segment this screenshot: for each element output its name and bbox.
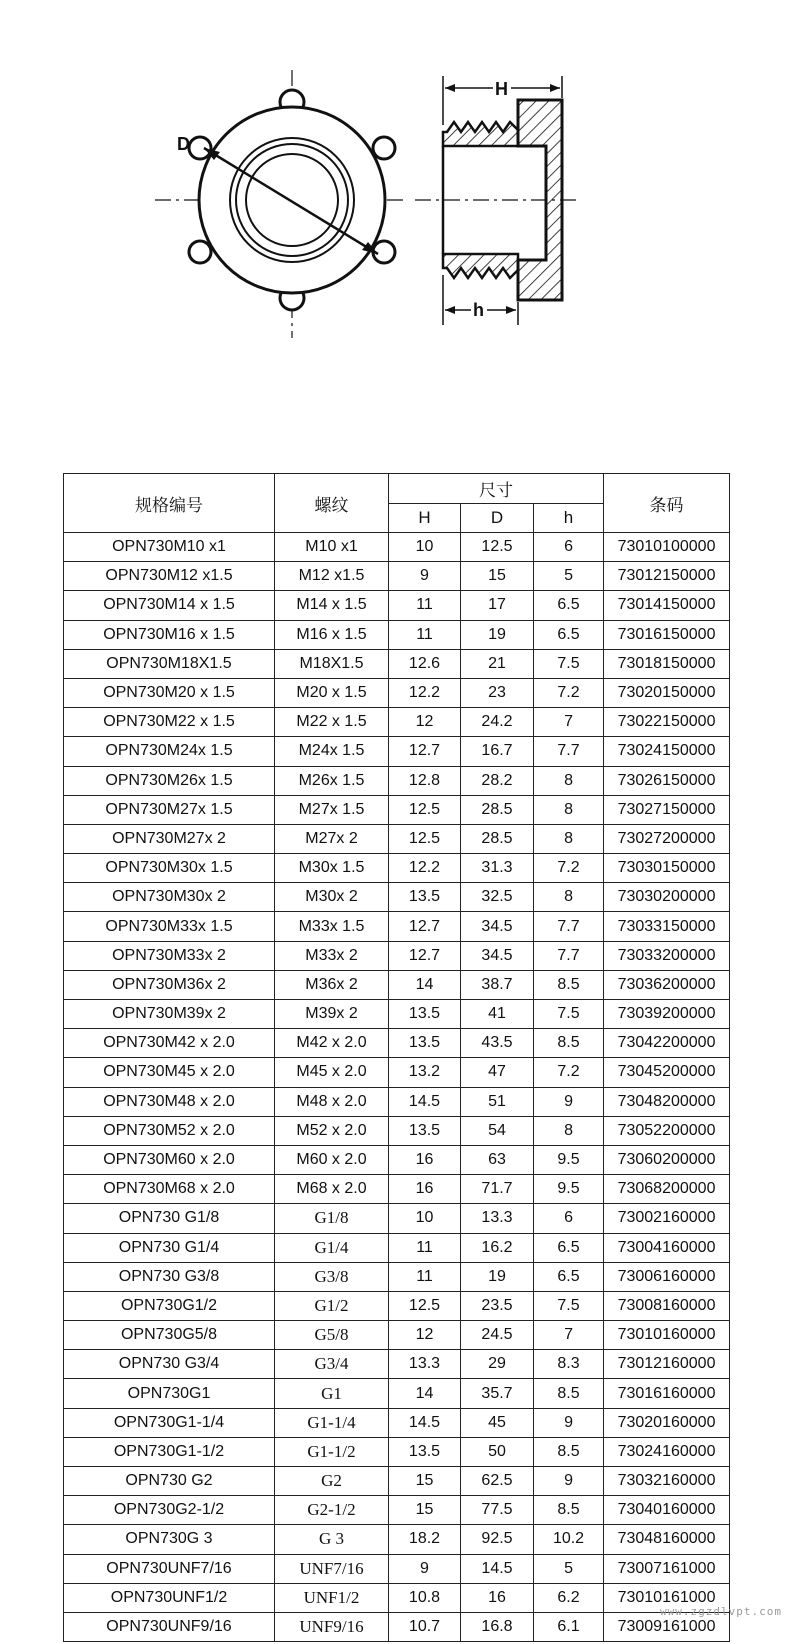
- spec-cell: OPN730M30x 1.5: [64, 854, 275, 883]
- barcode-cell: 73045200000: [604, 1058, 730, 1087]
- thread-cell: M27x 2: [275, 824, 389, 853]
- h-value-cell: 14.5: [389, 1408, 461, 1437]
- h-value-cell: 11: [389, 591, 461, 620]
- barcode-cell: 73052200000: [604, 1116, 730, 1145]
- spec-cell: OPN730UNF1/2: [64, 1583, 275, 1612]
- h-value-cell: 13.5: [389, 883, 461, 912]
- d-value-cell: 32.5: [461, 883, 534, 912]
- d-value-cell: 28.5: [461, 795, 534, 824]
- d-value-cell: 23: [461, 678, 534, 707]
- table-row: [64, 1379, 730, 1408]
- small-h-value-cell: 9.5: [534, 1145, 604, 1174]
- spec-cell: OPN730M14 x 1.5: [64, 591, 275, 620]
- h-value-cell: 12.8: [389, 766, 461, 795]
- h-value-cell: 11: [389, 1233, 461, 1262]
- spec-cell: OPN730M52 x 2.0: [64, 1116, 275, 1145]
- thread-cell: G3/4: [275, 1350, 389, 1379]
- table-row: [64, 1525, 730, 1554]
- thread-cell: M30x 2: [275, 883, 389, 912]
- barcode-cell: 73024150000: [604, 737, 730, 766]
- barcode-cell: 73010161000: [604, 1583, 730, 1612]
- h-value-cell: 16: [389, 1145, 461, 1174]
- spec-cell: OPN730M24x 1.5: [64, 737, 275, 766]
- h-value-cell: 14: [389, 970, 461, 999]
- barcode-cell: 73048200000: [604, 1087, 730, 1116]
- small-h-value-cell: 7.5: [534, 649, 604, 678]
- header-H: H: [389, 504, 461, 533]
- spec-cell: OPN730M22 x 1.5: [64, 708, 275, 737]
- h-value-cell: 12.7: [389, 912, 461, 941]
- thread-cell: G2: [275, 1467, 389, 1496]
- thread-cell: M52 x 2.0: [275, 1116, 389, 1145]
- barcode-cell: 73042200000: [604, 1029, 730, 1058]
- small-h-value-cell: 8: [534, 766, 604, 795]
- small-h-value-cell: 8.5: [534, 970, 604, 999]
- d-value-cell: 28.2: [461, 766, 534, 795]
- thread-cell: M27x 1.5: [275, 795, 389, 824]
- d-value-cell: 51: [461, 1087, 534, 1116]
- h-value-cell: 10: [389, 1204, 461, 1233]
- spec-cell: OPN730M60 x 2.0: [64, 1145, 275, 1174]
- barcode-cell: 73012150000: [604, 562, 730, 591]
- thread-cell: M36x 2: [275, 970, 389, 999]
- d-value-cell: 16: [461, 1583, 534, 1612]
- spec-cell: OPN730M27x 1.5: [64, 795, 275, 824]
- d-value-cell: 19: [461, 1262, 534, 1291]
- spec-cell: OPN730G1-1/2: [64, 1437, 275, 1466]
- spec-cell: OPN730M33x 1.5: [64, 912, 275, 941]
- d-value-cell: 54: [461, 1116, 534, 1145]
- spec-cell: OPN730M27x 2: [64, 824, 275, 853]
- d-value-cell: 15: [461, 562, 534, 591]
- d-value-cell: 16.8: [461, 1612, 534, 1641]
- d-value-cell: 34.5: [461, 941, 534, 970]
- d-value-cell: 29: [461, 1350, 534, 1379]
- spec-cell: OPN730M30x 2: [64, 883, 275, 912]
- spec-cell: OPN730M39x 2: [64, 1000, 275, 1029]
- barcode-cell: 73004160000: [604, 1233, 730, 1262]
- h-value-cell: 12.2: [389, 678, 461, 707]
- table-row: [64, 1291, 730, 1320]
- thread-cell: G3/8: [275, 1262, 389, 1291]
- h-value-cell: 10.7: [389, 1612, 461, 1641]
- d-value-cell: 16.2: [461, 1233, 534, 1262]
- spec-cell: OPN730M16 x 1.5: [64, 620, 275, 649]
- spec-cell: OPN730G2-1/2: [64, 1496, 275, 1525]
- barcode-cell: 73033150000: [604, 912, 730, 941]
- table-row: [64, 562, 730, 591]
- thread-cell: M20 x 1.5: [275, 678, 389, 707]
- header-thread: 螺纹: [275, 474, 389, 533]
- table-row: [64, 1262, 730, 1291]
- table-row: [64, 1612, 730, 1641]
- h-value-cell: 13.5: [389, 1000, 461, 1029]
- thread-cell: G1/4: [275, 1233, 389, 1262]
- d-value-cell: 45: [461, 1408, 534, 1437]
- table-row: [64, 970, 730, 999]
- small-h-value-cell: 7.7: [534, 941, 604, 970]
- small-h-value-cell: 6.5: [534, 620, 604, 649]
- technical-drawing: [0, 0, 790, 400]
- thread-cell: UNF1/2: [275, 1583, 389, 1612]
- h-value-cell: 11: [389, 1262, 461, 1291]
- thread-cell: M60 x 2.0: [275, 1145, 389, 1174]
- small-h-value-cell: 7.5: [534, 1291, 604, 1320]
- thread-cell: M42 x 2.0: [275, 1029, 389, 1058]
- table-row: [64, 1554, 730, 1583]
- h-value-cell: 13.2: [389, 1058, 461, 1087]
- d-value-cell: 92.5: [461, 1525, 534, 1554]
- barcode-cell: 73060200000: [604, 1145, 730, 1174]
- h-value-cell: 13.3: [389, 1350, 461, 1379]
- h-value-cell: 12.5: [389, 1291, 461, 1320]
- thread-cell: M33x 1.5: [275, 912, 389, 941]
- table-header: [64, 474, 730, 533]
- small-h-value-cell: 10.2: [534, 1525, 604, 1554]
- small-h-value-cell: 6: [534, 1204, 604, 1233]
- small-h-value-cell: 9: [534, 1467, 604, 1496]
- d-value-cell: 77.5: [461, 1496, 534, 1525]
- table-row: [64, 912, 730, 941]
- barcode-cell: 73016150000: [604, 620, 730, 649]
- spec-cell: OPN730M12 x1.5: [64, 562, 275, 591]
- spec-cell: OPN730G1-1/4: [64, 1408, 275, 1437]
- barcode-cell: 73016160000: [604, 1379, 730, 1408]
- small-h-value-cell: 6.5: [534, 1233, 604, 1262]
- barcode-cell: 73014150000: [604, 591, 730, 620]
- table-row: [64, 1321, 730, 1350]
- h-value-cell: 9: [389, 1554, 461, 1583]
- barcode-cell: 73020160000: [604, 1408, 730, 1437]
- table-row: [64, 533, 730, 562]
- table-body: [64, 533, 730, 1642]
- h-value-cell: 10: [389, 533, 461, 562]
- thread-cell: M22 x 1.5: [275, 708, 389, 737]
- small-h-value-cell: 7.7: [534, 912, 604, 941]
- small-h-value-cell: 8: [534, 795, 604, 824]
- spec-cell: OPN730G1/2: [64, 1291, 275, 1320]
- barcode-cell: 73039200000: [604, 1000, 730, 1029]
- barcode-cell: 73020150000: [604, 678, 730, 707]
- barcode-cell: 73027200000: [604, 824, 730, 853]
- barcode-cell: 73002160000: [604, 1204, 730, 1233]
- small-h-value-cell: 8: [534, 824, 604, 853]
- small-h-value-cell: 9.5: [534, 1175, 604, 1204]
- h-value-cell: 15: [389, 1496, 461, 1525]
- spec-cell: OPN730M20 x 1.5: [64, 678, 275, 707]
- small-h-value-cell: 8.5: [534, 1029, 604, 1058]
- thread-cell: G1: [275, 1379, 389, 1408]
- small-h-value-cell: 6: [534, 533, 604, 562]
- h-value-cell: 12: [389, 708, 461, 737]
- barcode-cell: 73030150000: [604, 854, 730, 883]
- table-row: [64, 824, 730, 853]
- thread-cell: M14 x 1.5: [275, 591, 389, 620]
- d-value-cell: 14.5: [461, 1554, 534, 1583]
- spec-cell: OPN730 G2: [64, 1467, 275, 1496]
- h-value-cell: 12.7: [389, 941, 461, 970]
- table-row: [64, 1000, 730, 1029]
- spec-cell: OPN730M33x 2: [64, 941, 275, 970]
- spec-cell: OPN730 G1/4: [64, 1233, 275, 1262]
- thread-cell: G5/8: [275, 1321, 389, 1350]
- thread-cell: G 3: [275, 1525, 389, 1554]
- table-row: [64, 591, 730, 620]
- header-spec: 规格编号: [64, 474, 275, 533]
- table-row: [64, 883, 730, 912]
- barcode-cell: 73068200000: [604, 1175, 730, 1204]
- d-value-cell: 71.7: [461, 1175, 534, 1204]
- small-h-value-cell: 5: [534, 562, 604, 591]
- d-value-cell: 43.5: [461, 1029, 534, 1058]
- spec-cell: OPN730 G1/8: [64, 1204, 275, 1233]
- barcode-cell: 73026150000: [604, 766, 730, 795]
- table-row: [64, 737, 730, 766]
- d-value-cell: 38.7: [461, 970, 534, 999]
- thread-cell: M24x 1.5: [275, 737, 389, 766]
- header-D: D: [461, 504, 534, 533]
- d-value-cell: 35.7: [461, 1379, 534, 1408]
- spec-cell: OPN730M18X1.5: [64, 649, 275, 678]
- small-h-value-cell: 8: [534, 1116, 604, 1145]
- table-row: [64, 1204, 730, 1233]
- header-h: h: [534, 504, 604, 533]
- barcode-cell: 73032160000: [604, 1467, 730, 1496]
- h-value-cell: 12.5: [389, 795, 461, 824]
- barcode-cell: 73027150000: [604, 795, 730, 824]
- thread-cell: M10 x1: [275, 533, 389, 562]
- table-row: [64, 678, 730, 707]
- barcode-cell: 73024160000: [604, 1437, 730, 1466]
- thread-cell: G1/2: [275, 1291, 389, 1320]
- thread-cell: M68 x 2.0: [275, 1175, 389, 1204]
- barcode-cell: 73007161000: [604, 1554, 730, 1583]
- small-h-value-cell: 8.5: [534, 1496, 604, 1525]
- d-value-cell: 62.5: [461, 1467, 534, 1496]
- table-row: [64, 766, 730, 795]
- front-view: [155, 70, 405, 338]
- table-row: [64, 1496, 730, 1525]
- small-h-value-cell: 7.5: [534, 1000, 604, 1029]
- h-value-cell: 14: [389, 1379, 461, 1408]
- h-value-cell: 12.2: [389, 854, 461, 883]
- d-value-cell: 31.3: [461, 854, 534, 883]
- barcode-cell: 73009161000: [604, 1612, 730, 1641]
- table-row: [64, 1350, 730, 1379]
- h-value-cell: 13.5: [389, 1029, 461, 1058]
- h-value-cell: 10.8: [389, 1583, 461, 1612]
- thread-cell: G1-1/2: [275, 1437, 389, 1466]
- table-row: [64, 1233, 730, 1262]
- small-h-value-cell: 8: [534, 883, 604, 912]
- spec-cell: OPN730G 3: [64, 1525, 275, 1554]
- h-value-cell: 12: [389, 1321, 461, 1350]
- thread-cell: M26x 1.5: [275, 766, 389, 795]
- thread-cell: M30x 1.5: [275, 854, 389, 883]
- thread-cell: M16 x 1.5: [275, 620, 389, 649]
- thread-cell: UNF7/16: [275, 1554, 389, 1583]
- table-row: [64, 1145, 730, 1174]
- spec-cell: OPN730M42 x 2.0: [64, 1029, 275, 1058]
- table-row: [64, 1175, 730, 1204]
- table-row: [64, 1058, 730, 1087]
- d-value-cell: 47: [461, 1058, 534, 1087]
- h-value-cell: 13.5: [389, 1437, 461, 1466]
- thread-cell: M12 x1.5: [275, 562, 389, 591]
- d-value-cell: 12.5: [461, 533, 534, 562]
- header-barcode: 条码: [604, 474, 730, 533]
- spec-cell: OPN730G5/8: [64, 1321, 275, 1350]
- thread-cell: M48 x 2.0: [275, 1087, 389, 1116]
- small-h-value-cell: 9: [534, 1087, 604, 1116]
- barcode-cell: 73008160000: [604, 1291, 730, 1320]
- spec-cell: OPN730 G3/8: [64, 1262, 275, 1291]
- d-value-cell: 24.2: [461, 708, 534, 737]
- small-h-value-cell: 7.7: [534, 737, 604, 766]
- thread-cell: UNF9/16: [275, 1612, 389, 1641]
- d-value-cell: 50: [461, 1437, 534, 1466]
- d-value-cell: 41: [461, 1000, 534, 1029]
- h-value-cell: 15: [389, 1467, 461, 1496]
- d-value-cell: 13.3: [461, 1204, 534, 1233]
- table-row: [64, 1087, 730, 1116]
- barcode-cell: 73006160000: [604, 1262, 730, 1291]
- barcode-cell: 73010100000: [604, 533, 730, 562]
- d-value-cell: 23.5: [461, 1291, 534, 1320]
- table-row: [64, 1408, 730, 1437]
- d-value-cell: 17: [461, 591, 534, 620]
- d-value-cell: 34.5: [461, 912, 534, 941]
- table-row: [64, 1116, 730, 1145]
- barcode-cell: 73010160000: [604, 1321, 730, 1350]
- small-h-value-cell: 7.2: [534, 854, 604, 883]
- barcode-cell: 73048160000: [604, 1525, 730, 1554]
- spec-cell: OPN730UNF7/16: [64, 1554, 275, 1583]
- d-value-cell: 19: [461, 620, 534, 649]
- table-row: [64, 854, 730, 883]
- thread-cell: G2-1/2: [275, 1496, 389, 1525]
- barcode-cell: 73033200000: [604, 941, 730, 970]
- spec-cell: OPN730M45 x 2.0: [64, 1058, 275, 1087]
- thread-cell: G1/8: [275, 1204, 389, 1233]
- spec-cell: OPN730M10 x1: [64, 533, 275, 562]
- watermark: www.zgzdlvpt.com: [660, 1605, 782, 1618]
- table-row: [64, 941, 730, 970]
- h-value-cell: 16: [389, 1175, 461, 1204]
- d-value-cell: 21: [461, 649, 534, 678]
- thread-cell: M33x 2: [275, 941, 389, 970]
- small-h-value-cell: 7.2: [534, 678, 604, 707]
- h-value-cell: 12.6: [389, 649, 461, 678]
- small-h-value-cell: 8.5: [534, 1379, 604, 1408]
- table-row: [64, 708, 730, 737]
- h-value-cell: 11: [389, 620, 461, 649]
- h-value-cell: 14.5: [389, 1087, 461, 1116]
- thread-cell: M18X1.5: [275, 649, 389, 678]
- diameter-label: D: [177, 134, 190, 154]
- h-value-cell: 12.7: [389, 737, 461, 766]
- table-row: [64, 1583, 730, 1612]
- small-h-value-cell: 7: [534, 1321, 604, 1350]
- thread-cell: M39x 2: [275, 1000, 389, 1029]
- small-h-value-cell: 8.5: [534, 1437, 604, 1466]
- spec-cell: OPN730M48 x 2.0: [64, 1087, 275, 1116]
- thread-cell: M45 x 2.0: [275, 1058, 389, 1087]
- barcode-cell: 73040160000: [604, 1496, 730, 1525]
- small-h-value-cell: 6.2: [534, 1583, 604, 1612]
- h-value-cell: 9: [389, 562, 461, 591]
- small-h-value-cell: 6.5: [534, 591, 604, 620]
- spec-cell: OPN730UNF9/16: [64, 1612, 275, 1641]
- spec-cell: OPN730G1: [64, 1379, 275, 1408]
- small-h-value-cell: 5: [534, 1554, 604, 1583]
- table-row: [64, 649, 730, 678]
- d-value-cell: 16.7: [461, 737, 534, 766]
- small-h-value-cell: 9: [534, 1408, 604, 1437]
- barcode-cell: 73030200000: [604, 883, 730, 912]
- thread-height-label: h: [473, 300, 484, 320]
- spec-cell: OPN730 G3/4: [64, 1350, 275, 1379]
- side-view: [415, 76, 580, 325]
- barcode-cell: 73036200000: [604, 970, 730, 999]
- spec-cell: OPN730M68 x 2.0: [64, 1175, 275, 1204]
- small-h-value-cell: 7: [534, 708, 604, 737]
- small-h-value-cell: 7.2: [534, 1058, 604, 1087]
- small-h-value-cell: 8.3: [534, 1350, 604, 1379]
- table-row: [64, 620, 730, 649]
- small-h-value-cell: 6.1: [534, 1612, 604, 1641]
- barcode-cell: 73022150000: [604, 708, 730, 737]
- h-value-cell: 12.5: [389, 824, 461, 853]
- spec-cell: OPN730M26x 1.5: [64, 766, 275, 795]
- table-row: [64, 795, 730, 824]
- small-h-value-cell: 6.5: [534, 1262, 604, 1291]
- spec-cell: OPN730M36x 2: [64, 970, 275, 999]
- d-value-cell: 24.5: [461, 1321, 534, 1350]
- table-row: [64, 1029, 730, 1058]
- header-size: 尺寸: [389, 474, 604, 504]
- height-label: H: [495, 79, 508, 99]
- d-value-cell: 63: [461, 1145, 534, 1174]
- thread-cell: G1-1/4: [275, 1408, 389, 1437]
- d-value-cell: 28.5: [461, 824, 534, 853]
- spec-table: [63, 473, 730, 1642]
- barcode-cell: 73012160000: [604, 1350, 730, 1379]
- h-value-cell: 18.2: [389, 1525, 461, 1554]
- table-row: [64, 1467, 730, 1496]
- h-value-cell: 13.5: [389, 1116, 461, 1145]
- table-row: [64, 1437, 730, 1466]
- barcode-cell: 73018150000: [604, 649, 730, 678]
